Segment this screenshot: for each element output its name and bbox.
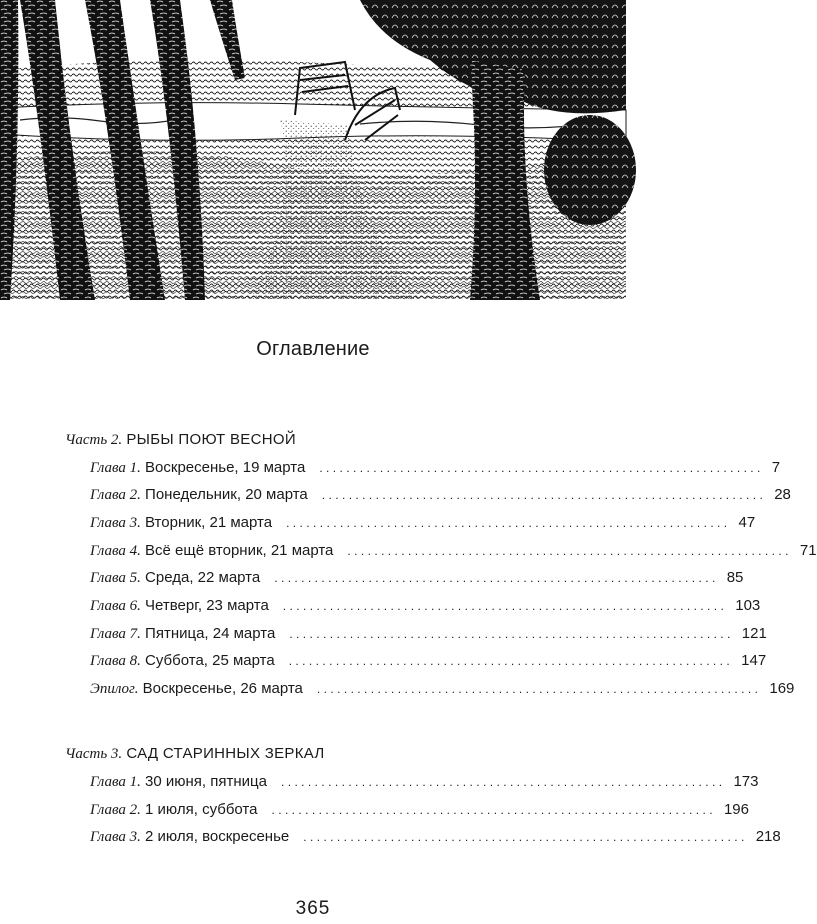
chapter-label: Глава 1. (90, 460, 141, 476)
toc-entry (90, 542, 817, 560)
part-title: РЫБЫ ПОЮТ ВЕСНОЙ (126, 431, 296, 448)
chapter-title: Понедельник, 20 марта (145, 486, 308, 503)
dot-leader: .................................................................. (288, 654, 734, 668)
toc-entry (90, 459, 781, 477)
dot-leader: .................................................................. (271, 803, 716, 817)
chapter-title: Среда, 22 марта (145, 569, 261, 586)
chapter-label: Глава 3. (90, 515, 141, 531)
chapter-title: Пятница, 24 марта (145, 625, 276, 642)
chapter-label: Глава 7. (90, 626, 141, 642)
dot-leader: .................................................................. (286, 516, 731, 530)
page-ref: 147 (741, 652, 767, 669)
toc-entry (90, 652, 767, 670)
chapter-label: Глава 1. (90, 774, 141, 790)
dot-leader: .................................................................. (282, 599, 728, 613)
dot-leader: .................................................................. (280, 775, 726, 789)
page-ref: 121 (741, 625, 767, 642)
chapter-label: Глава 2. (90, 487, 141, 503)
part-label: Часть 3. (65, 746, 123, 762)
toc-title: Оглавление (256, 338, 370, 360)
toc-entry (90, 597, 761, 615)
toc-entry (90, 680, 795, 698)
toc-entry (90, 801, 749, 819)
page-ref: 169 (769, 680, 795, 697)
chapter-label: Глава 8. (90, 653, 141, 669)
chapter-title: 2 июля, воскресенье (145, 828, 290, 845)
page-ref: 196 (723, 801, 749, 818)
chapter-label: Глава 2. (90, 802, 141, 818)
chapter-title: Вторник, 21 марта (145, 514, 273, 531)
page-ref: 71 (799, 542, 817, 559)
chapter-label: Глава 6. (90, 598, 141, 614)
chapter-title: 30 июня, пятница (145, 773, 267, 790)
toc-entry (90, 486, 791, 504)
part-heading (65, 431, 296, 449)
chapter-label: Эпилог. (90, 681, 139, 697)
page-ref: 47 (738, 514, 756, 531)
page-ref: 28 (774, 486, 791, 503)
page-number: 365 (295, 898, 331, 919)
chapter-label: Глава 3. (90, 829, 141, 845)
chapter-title: Воскресенье, 19 марта (145, 459, 306, 476)
dot-leader: .................................................................. (289, 627, 734, 641)
page-ref: 85 (726, 569, 744, 586)
toc-entry (90, 569, 744, 587)
page-ref: 173 (733, 773, 759, 790)
part-title: САД СТАРИННЫХ ЗЕРКАЛ (126, 745, 325, 762)
page-ref: 103 (735, 597, 761, 614)
toc-entry (90, 828, 781, 846)
part-label: Часть 2. (65, 432, 123, 448)
dot-leader: .................................................................. (347, 544, 792, 558)
dot-leader: .................................................................. (321, 488, 767, 502)
dot-leader: .................................................................. (319, 461, 764, 475)
chapter-title: Четверг, 23 марта (145, 597, 269, 614)
dot-leader: .................................................................. (316, 682, 762, 696)
toc-entry (90, 773, 759, 791)
chapter-title: Суббота, 25 марта (145, 652, 275, 669)
toc-entry (90, 514, 756, 532)
chapter-label: Глава 5. (90, 570, 141, 586)
chapter-title: 1 июля, суббота (145, 801, 258, 818)
toc-entry (90, 625, 767, 643)
chapter-label: Глава 4. (90, 543, 141, 559)
dot-leader: .................................................................. (303, 830, 748, 844)
page-ref: 7 (771, 459, 781, 476)
page-ref: 218 (755, 828, 781, 845)
chapter-title: Воскресенье, 26 марта (142, 680, 303, 697)
chapter-title: Всё ещё вторник, 21 марта (145, 542, 334, 559)
dot-leader: .................................................................. (274, 571, 719, 585)
part-heading (65, 745, 325, 763)
